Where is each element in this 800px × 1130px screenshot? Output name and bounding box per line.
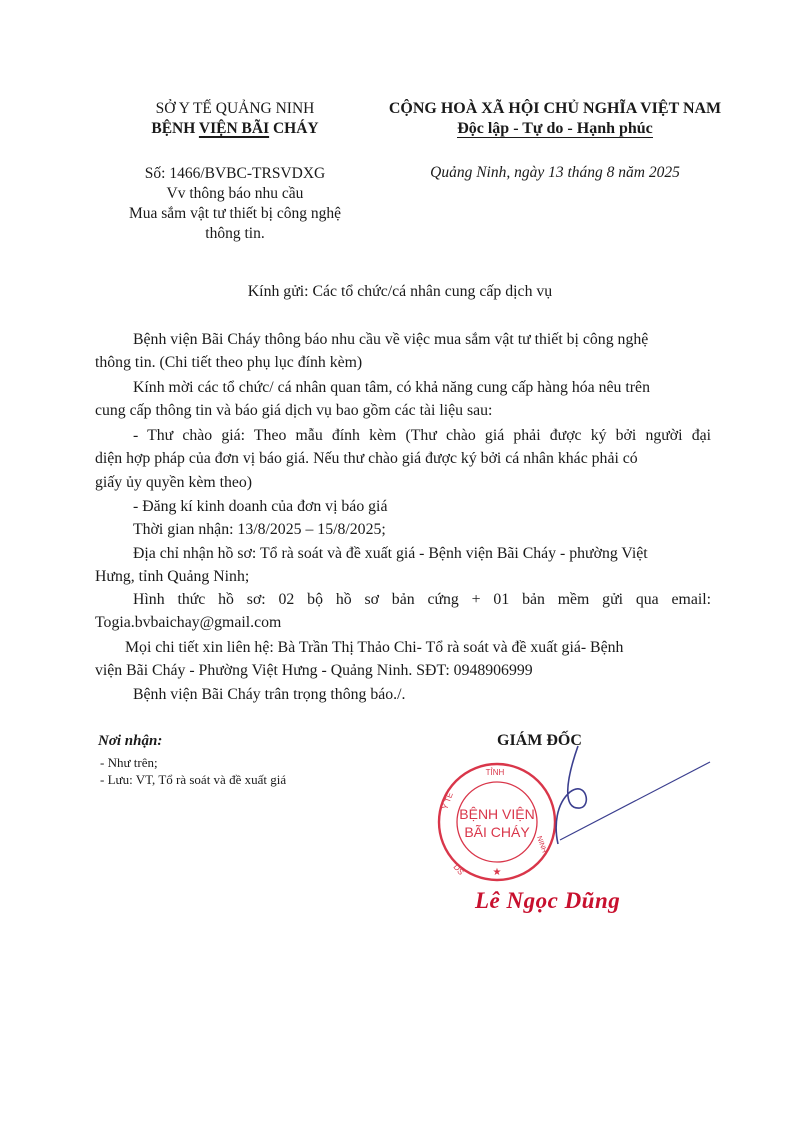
handwritten-signature xyxy=(470,740,720,860)
signer-name: Lê Ngọc Dũng xyxy=(475,888,621,913)
recipient-line: Kính gửi: Các tổ chức/cá nhân cung cấp dịch vụ xyxy=(247,283,553,300)
national-header xyxy=(345,99,765,139)
p1-line-1: Bệnh viện Bãi Cháy thông báo nhu cầu về việc mua sắm vật tư thiết bị công nghệ xyxy=(133,331,649,348)
p5-line: Thời gian nhận: 13/8/2025 – 15/8/2025; xyxy=(133,521,386,538)
p8-line-2: viện Bãi Cháy - Phường Việt Hưng - Quảng Ninh. SĐT: 0948906999 xyxy=(95,662,533,679)
p1-line-2: thông tin. (Chi tiết theo phụ lục đính kèm) xyxy=(95,354,363,371)
recipient-item-2: - Lưu: VT, Tổ rà soát và đề xuất giá xyxy=(100,772,287,787)
p8-line-1: Mọi chi tiết xin liên hệ: Bà Trần Thị Thảo Chi- Tổ rà soát và đề xuất giá- Bệnh xyxy=(125,639,624,656)
stamp-line-1: BỆNH VIỆN xyxy=(459,806,535,822)
stamp-top-text: TỈNH xyxy=(485,768,505,777)
country-name: CỘNG HOÀ XÃ HỘI CHỦ NGHĨA VIỆT NAM xyxy=(388,100,722,117)
subject-line-1: Vv thông báo nhu cầu xyxy=(166,185,304,202)
signature-stroke-2 xyxy=(560,762,710,840)
p3-line-3: giấy ủy quyền kèm theo) xyxy=(95,474,253,491)
department-name: SỞ Y TẾ QUẢNG NINH xyxy=(155,100,315,117)
p2-line-1: Kính mời các tổ chức/ cá nhân quan tâm, có khả năng cung cấp hàng hóa nêu trên xyxy=(133,379,650,396)
p2-line-2: cung cấp thông tin và báo giá dịch vụ bao gồm các tài liệu sau: xyxy=(95,402,493,419)
stamp-left-text: Y TẾ xyxy=(440,791,455,811)
p6-line-1: Địa chỉ nhận hồ sơ: Tổ rà soát và đề xuất giá - Bệnh viện Bãi Cháy - phường Việt xyxy=(133,545,648,562)
hospital-name-underlined: VIỆN BÃI xyxy=(198,120,270,137)
p6-line-2: Hưng, tỉnh Quảng Ninh; xyxy=(95,568,250,585)
document-number: Số: 1466/BVBC-TRSVDXG xyxy=(144,165,326,182)
subject-line-3: thông tin. xyxy=(205,225,265,242)
hospital-name-pre: BỆNH xyxy=(151,120,199,137)
stamp-star: ★ xyxy=(492,867,502,878)
recipient-item-1: - Như trên; xyxy=(100,755,158,770)
place-date: Quảng Ninh, ngày 13 tháng 8 năm 2025 xyxy=(430,164,680,181)
p7-email: Togia.bvbaichay@gmail.com xyxy=(95,614,282,631)
national-motto: Độc lập - Tự do - Hạnh phúc xyxy=(457,120,653,137)
p3-line-1: - Thư chào giá: Theo mẫu đính kèm (Thư chào giá phải được ký bởi người đại xyxy=(133,427,711,444)
p3-line-2: diện hợp pháp của đơn vị báo giá. Nếu thư chào giá được ký bởi cá nhân khác phải có xyxy=(95,450,638,467)
p4-line: - Đăng kí kinh doanh của đơn vị báo giá xyxy=(133,498,388,515)
p9-line: Bệnh viện Bãi Cháy trân trọng thông báo./. xyxy=(133,686,406,703)
recipients-title: Nơi nhận: xyxy=(98,733,163,749)
stamp-bottom-left-text: DS xyxy=(451,862,466,877)
signer-title: GIÁM ĐỐC xyxy=(497,732,582,749)
stamp-right-text: NINH xyxy=(535,835,548,854)
stamp-line-2: BÃI CHÁY xyxy=(464,824,530,840)
hospital-name-post: CHÁY xyxy=(269,120,319,137)
p7-line-1: Hình thức hồ sơ: 02 bộ hồ sơ bản cứng + 01 bản mềm gửi qua email: xyxy=(133,591,711,608)
subject-line-2: Mua sắm vật tư thiết bị công nghệ xyxy=(128,205,341,222)
